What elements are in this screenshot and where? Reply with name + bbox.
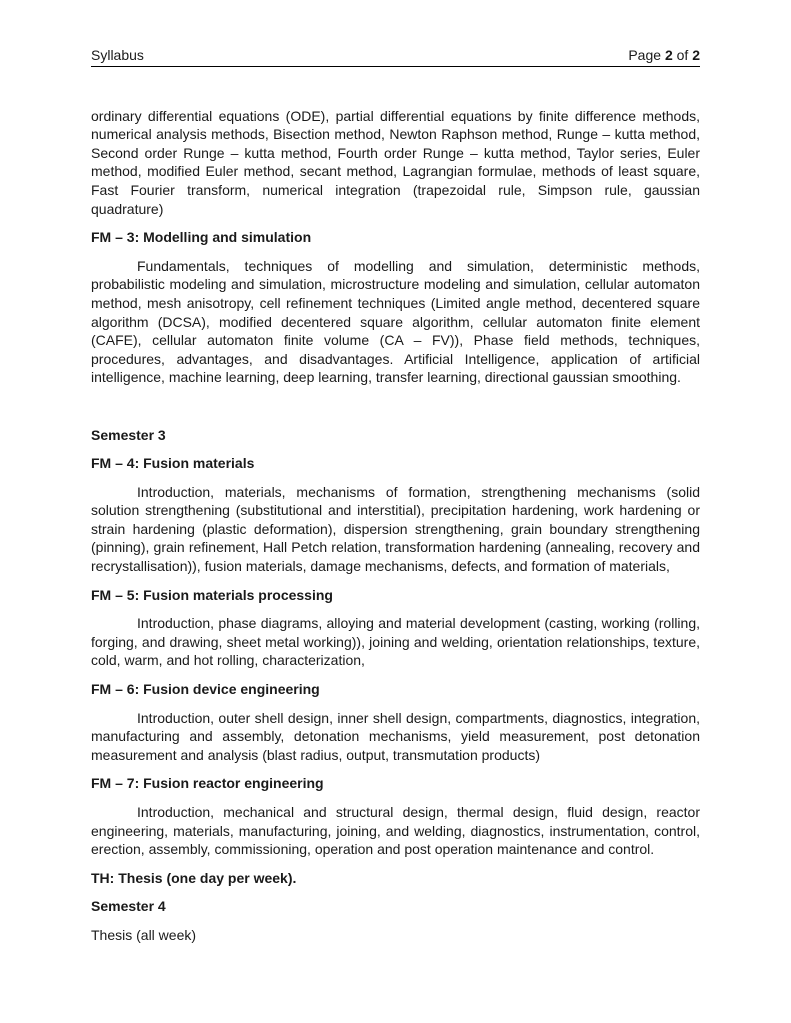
body-paragraph: Introduction, mechanical and structural design, thermal design, fluid design, reactor engineering, materials, manufacturing, joining, and welding, diagnostics, instrumentation, control, erection, assembly, commissioning, operation and post operation maintenance and control. [91, 804, 700, 858]
header-title: Syllabus [91, 47, 144, 63]
body-paragraph: Introduction, materials, mechanisms of formation, strengthening mechanisms (solid solution strengthening (substitutional and interstitial), precipitation hardening, work hardening or strain hardening (plastic deformation), dispersion strengthening, grain boundary strengthening (pinning), grain refinement, Hall Petch relation, transformation hardening (annealing, recovery and recrystallisation)), fusion materials, damage mechanisms, defects, and formation of materials, [91, 483, 700, 575]
body-paragraph: Introduction, phase diagrams, alloying and material development (casting, working (rolling, forging, and drawing, sheet metal working)), joining and welding, orientation relationships, texture, cold, warm, and hot rolling, characterization, [91, 615, 700, 669]
page-header [91, 46, 700, 67]
body-paragraph: Fundamentals, techniques of modelling and simulation, deterministic methods, probabilistic modeling and simulation, microstructure modeling and simulation, cellular automaton method, mesh anisotropy, cell refinement techniques (Limited angle method, decentered square algorithm (DCSA), modified decentered square algorithm, cellular automaton finite element (CAFE), cellular automaton finite volume (CA – FV)), Phase field methods, techniques, procedures, advantages, and disadvantages. Artificial Intelligence, application of artificial intelligence, machine learning, deep learning, transfer learning, directional gaussian smoothing. [91, 257, 700, 386]
section-heading-fm5: FM – 5: Fusion materials processing [91, 586, 333, 603]
body-paragraph: Introduction, outer shell design, inner shell design, compartments, diagnostics, integration, manufacturing and assembly, detonation mechanisms, yield measurement, post detonation measurement and analysis (blast radius, output, transmutation products) [91, 709, 700, 763]
blank-line [91, 397, 700, 416]
page-word: Page [628, 47, 665, 63]
current-page-number: 2 [664, 47, 673, 63]
section-heading-fm3: FM – 3: Modelling and simulation [91, 229, 312, 246]
section-heading-fm6: FM – 6: Fusion device engineering [91, 681, 320, 698]
body-paragraph: ordinary differential equations (ODE), partial differential equations by finite difference methods, numerical analysis methods, Bisection method, Newton Raphson method, Runge – kutta method, Second order Runge – kutta method, Fourth order Runge – kutta method, Taylor series, Euler method, modified Euler method, secant method, Lagrangian formulae, methods of least square, Fast Fourier transform, numerical integration (trapezoidal rule, Simpson rule, gaussian quadrature) [91, 107, 700, 217]
of-word: of [672, 47, 693, 63]
section-heading-semester-4: Semester 4 [91, 898, 166, 915]
section-heading-thesis: TH: Thesis (one day per week). [91, 869, 297, 886]
section-heading-fm4: FM – 4: Fusion materials [91, 455, 255, 472]
body-paragraph: Thesis (all week) [91, 926, 197, 943]
page-number-indicator [628, 46, 700, 65]
section-heading-fm7: FM – 7: Fusion reactor engineering [91, 775, 324, 792]
document-body [91, 107, 700, 945]
total-page-number: 2 [692, 47, 700, 63]
section-heading-semester-3: Semester 3 [91, 426, 166, 443]
